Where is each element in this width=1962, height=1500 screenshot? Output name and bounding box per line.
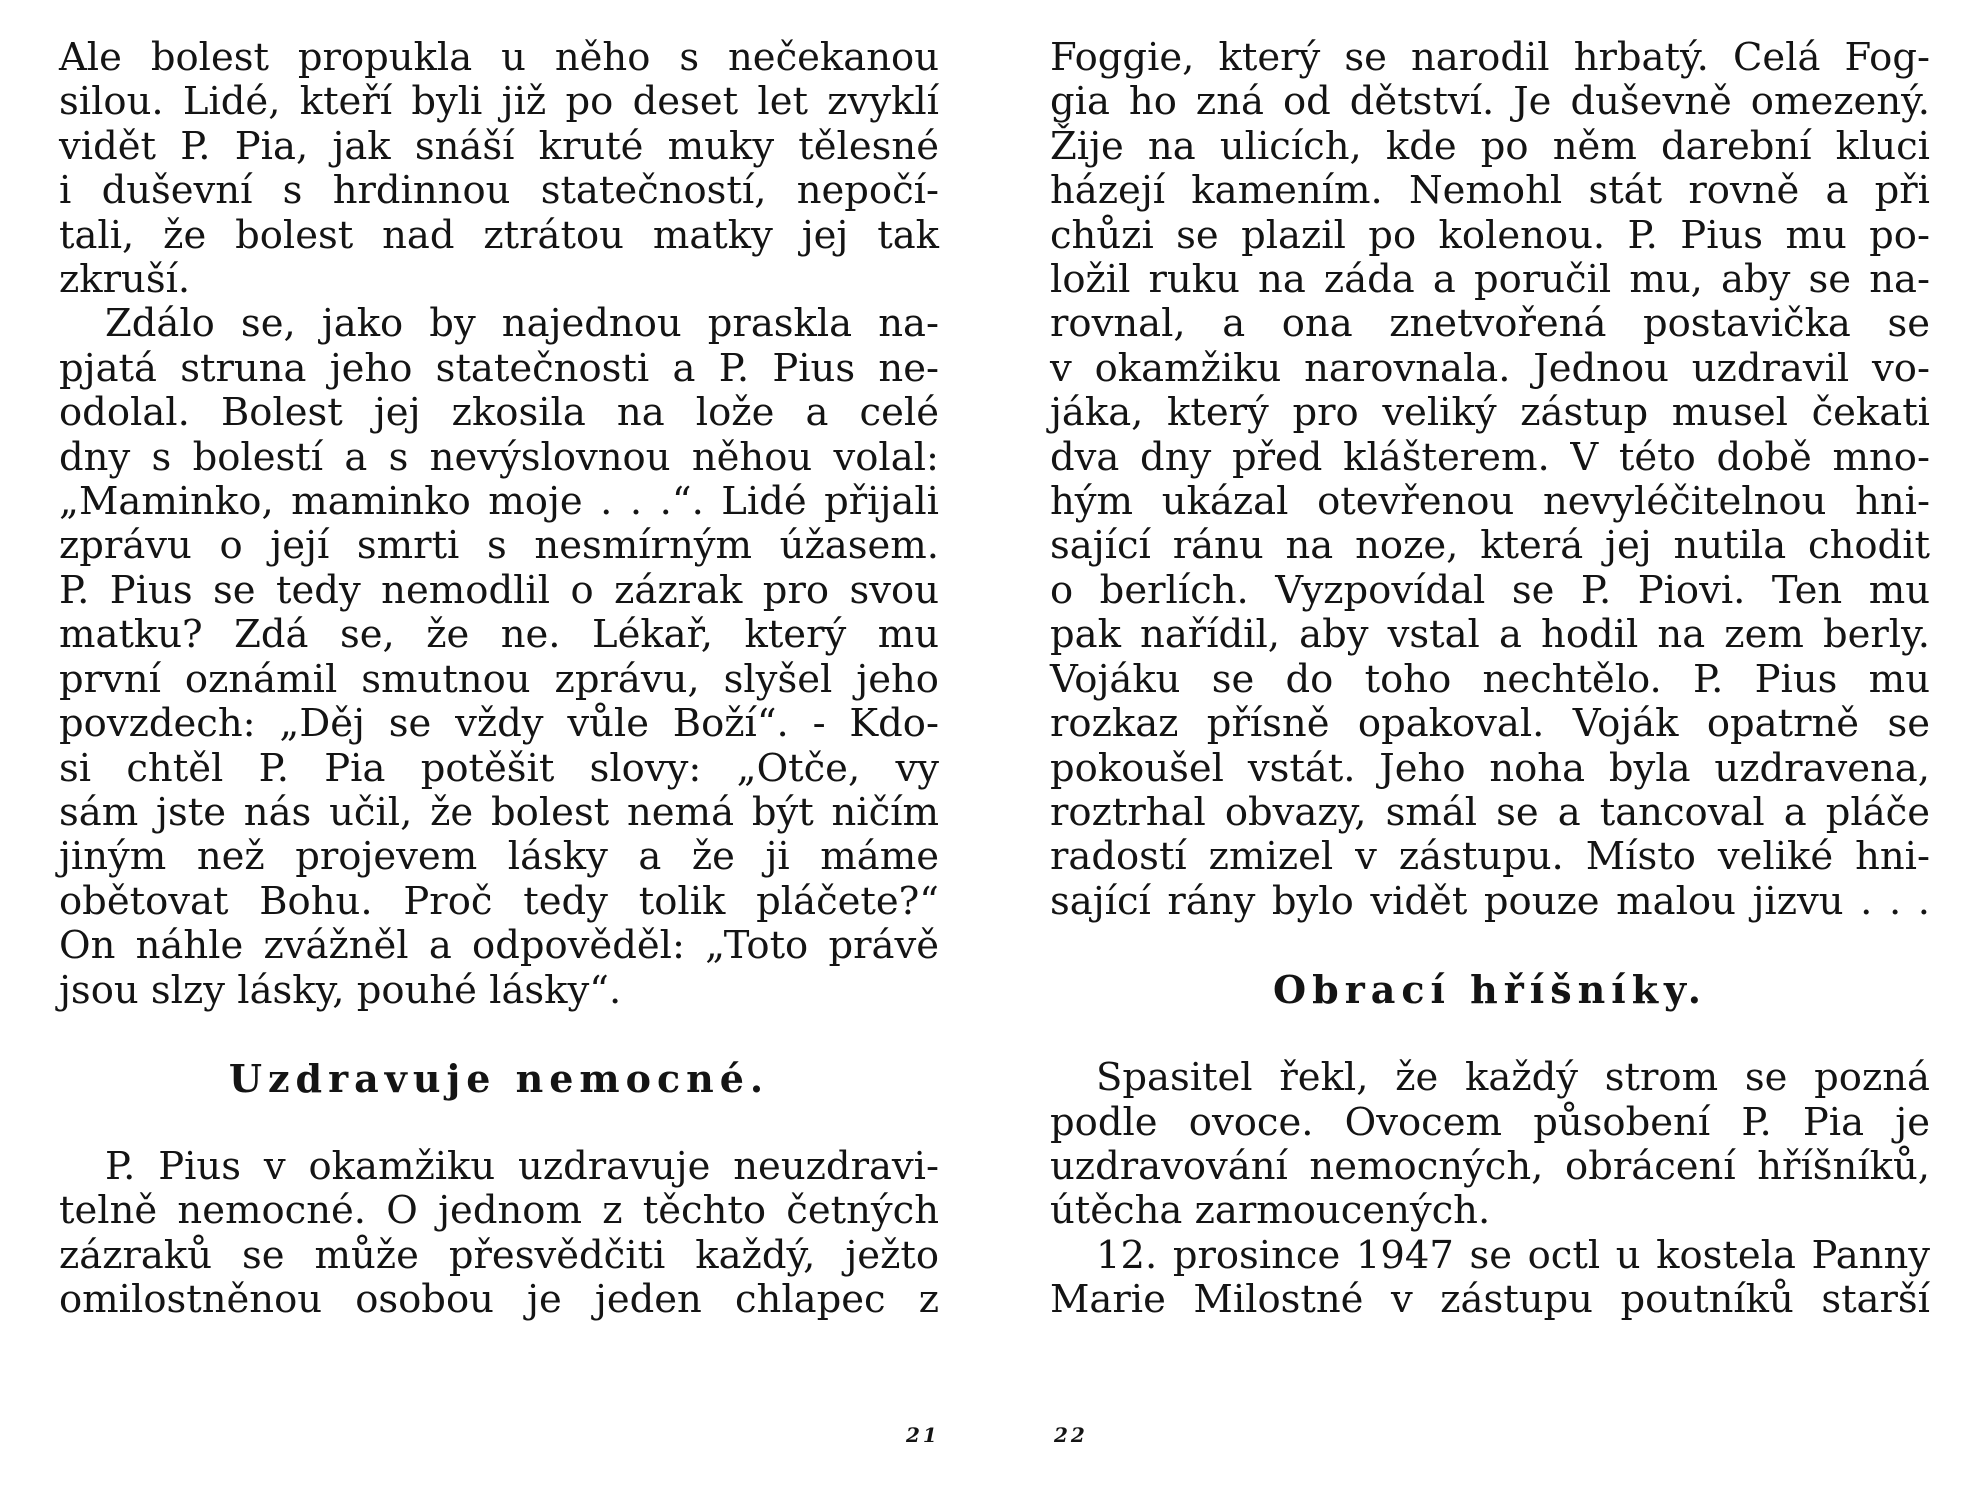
- text-line: 12. prosince 1947 se octl u kostela Panny: [1096, 1232, 1930, 1278]
- text-line: povzdech: „Děj se vždy vůle Boží“. - Kdo-: [59, 701, 939, 747]
- text-line: On náhle zvážněl a odpověděl: „Toto právě: [59, 923, 939, 969]
- text-line: Spasitel řekl, že každý strom se pozná: [1096, 1055, 1930, 1101]
- text-line: pak nařídil, aby vstal a hodil na zem berly.: [1050, 612, 1930, 658]
- text-line: Marie Milostné v zástupu poutníků starší: [1050, 1277, 1930, 1323]
- text-line: v okamžiku narovnala. Jednou uzdravil vo-: [1050, 345, 1930, 391]
- text-line: chůzi se plazil po kolenou. P. Pius mu po-: [1050, 212, 1930, 258]
- paragraph: [1050, 1234, 1930, 1323]
- text-line: jáka, který pro veliký zástup musel čekati: [1050, 390, 1930, 436]
- right-page: [1050, 36, 1930, 1486]
- text-line: si chtěl P. Pia potěšit slovy: „Otče, vy: [59, 745, 939, 791]
- page-number: 21: [906, 1423, 940, 1447]
- section-heading: Uzdravuje nemocné.: [228, 1055, 770, 1101]
- paragraph: [59, 36, 939, 302]
- text-line: Zdálo se, jako by najednou praskla na-: [105, 301, 939, 347]
- paragraph: [59, 1145, 939, 1323]
- text-line: zázraků se může přesvědčiti každý, ježto: [59, 1232, 939, 1278]
- text-line: házejí kamením. Nemohl stát rovně a při: [1050, 168, 1930, 214]
- text-line: radostí zmizel v zástupu. Místo veliké hni-: [1050, 834, 1930, 880]
- text-line: Žije na ulicích, kde po něm darební kluci: [1050, 123, 1930, 169]
- paragraph: [1050, 36, 1930, 924]
- text-line: obětovat Bohu. Proč tedy tolik pláčete?“: [59, 878, 939, 924]
- text-line: rozkaz přísně opakoval. Voják opatrně se: [1050, 701, 1930, 747]
- text-line: o berlích. Vyzpovídal se P. Piovi. Ten mu: [1050, 567, 1930, 613]
- text-line: i duševní s hrdinnou statečností, nepočí-: [59, 168, 939, 214]
- text-line: jsou slzy lásky, pouhé lásky“.: [59, 967, 622, 1013]
- text-line: ložil ruku na záda a poručil mu, aby se na-: [1050, 257, 1930, 303]
- text-line: první oznámil smutnou zprávu, slyšel jeho: [59, 656, 939, 702]
- text-line: uzdravování nemocných, obrácení hříšníků,: [1050, 1143, 1930, 1189]
- text-line: P. Pius v okamžiku uzdravuje neuzdravi-: [105, 1143, 939, 1189]
- text-line: pjatá struna jeho statečnosti a P. Pius ne-: [59, 345, 939, 391]
- paragraph: [1050, 1056, 1930, 1234]
- text-line: zkruší.: [59, 257, 191, 303]
- text-line: zprávu o její smrti s nesmírným úžasem.: [59, 523, 939, 569]
- text-line: podle ovoce. Ovocem působení P. Pia je: [1050, 1099, 1930, 1145]
- text-line: Ale bolest propukla u něho s nečekanou: [59, 35, 939, 80]
- text-line: útěcha zarmoucených.: [1050, 1188, 1491, 1234]
- text-line: dny s bolestí a s nevýslovnou něhou volal:: [59, 434, 939, 480]
- text-line: gia ho zná od dětství. Je duševně omezený.: [1050, 79, 1930, 125]
- text-line: Foggie, který se narodil hrbatý. Celá Fog-: [1050, 35, 1930, 80]
- text-line: pokoušel vstát. Jeho noha byla uzdravena,: [1050, 745, 1930, 791]
- text-line: „Maminko, maminko moje . . .“. Lidé přijali: [59, 479, 939, 525]
- text-line: jiným než projevem lásky a že ji máme: [59, 834, 939, 880]
- text-line: rovnal, a ona znetvořená postavička se: [1050, 301, 1930, 347]
- left-page: [59, 36, 939, 1486]
- text-line: odolal. Bolest jej zkosila na lože a celé: [59, 390, 939, 436]
- text-line: hým ukázal otevřenou nevyléčitelnou hni-: [1050, 479, 1930, 525]
- text-line: tali, že bolest nad ztrátou matky jej tak: [59, 212, 939, 258]
- text-line: Vojáku se do toho nechtělo. P. Pius mu: [1050, 656, 1930, 702]
- text-line: omilostněnou osobou je jeden chlapec z: [59, 1277, 939, 1323]
- text-line: telně nemocné. O jednom z těchto četných: [59, 1188, 939, 1234]
- section-heading: Obrací hříšníky.: [1273, 967, 1707, 1013]
- text-line: silou. Lidé, kteří byli již po deset let zvyklí: [59, 79, 939, 125]
- text-line: vidět P. Pia, jak snáší kruté muky tělesné: [59, 123, 939, 169]
- text-line: sající ránu na noze, která jej nutila chodit: [1050, 523, 1930, 569]
- page-number: 22: [1054, 1423, 1088, 1447]
- text-line: roztrhal obvazy, smál se a tancoval a pláče: [1050, 789, 1930, 835]
- text-line: sám jste nás učil, že bolest nemá být ničím: [59, 789, 939, 835]
- paragraph: [59, 302, 939, 1013]
- text-line: dva dny před klášterem. V této době mno-: [1050, 434, 1930, 480]
- text-line: matku? Zdá se, že ne. Lékař, který mu: [59, 612, 939, 658]
- text-line: P. Pius se tedy nemodlil o zázrak pro svou: [59, 567, 939, 613]
- text-line: sající rány bylo vidět pouze malou jizvu . . .: [1050, 878, 1930, 924]
